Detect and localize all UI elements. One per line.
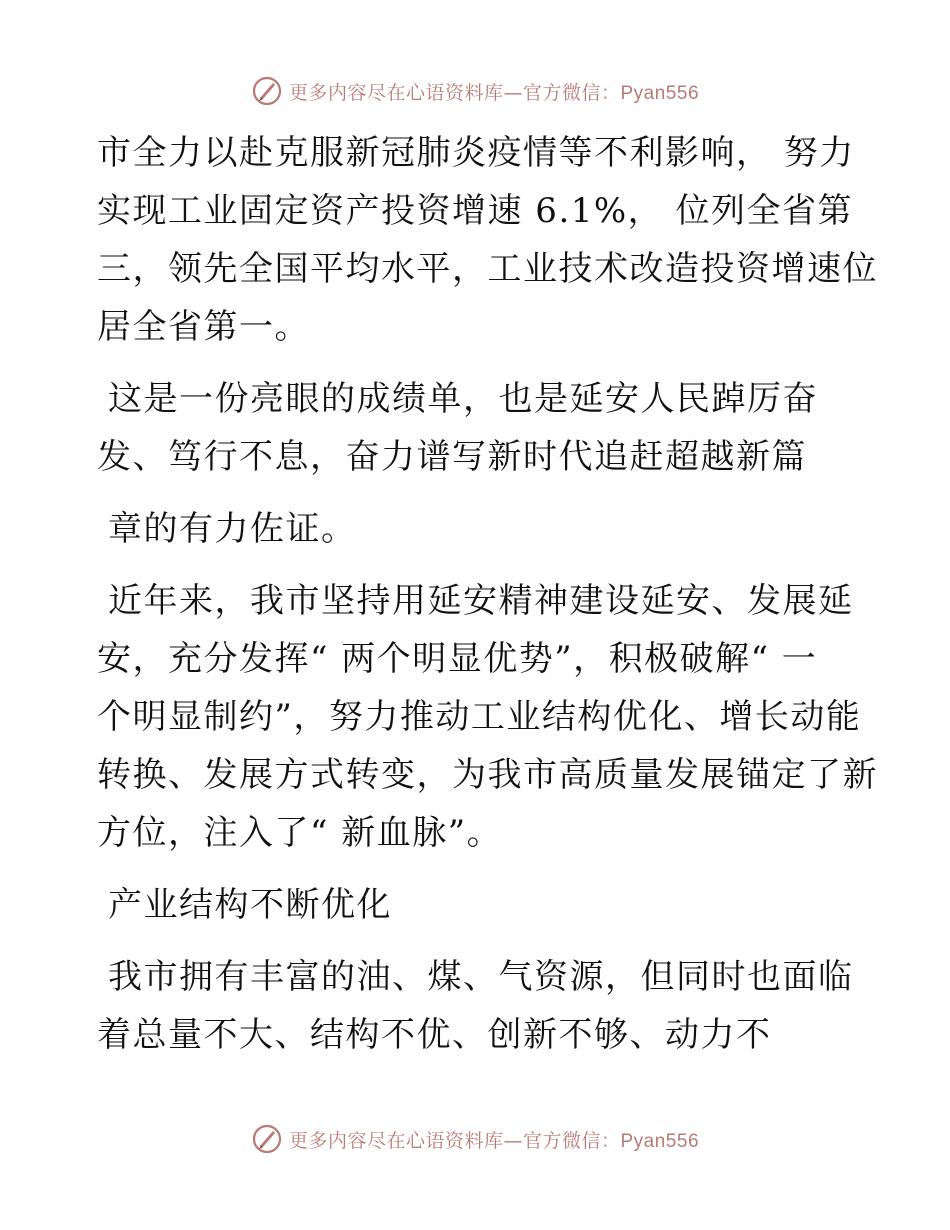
paragraph-2 [97, 370, 857, 486]
document-body [97, 124, 878, 1064]
section-heading [97, 876, 857, 934]
text-line: 近年来，我市坚持用延安精神建设延安、发展延 [108, 581, 854, 621]
text-line: 产业结构不断优化 [108, 885, 392, 925]
paragraph-3 [97, 500, 857, 558]
header-watermark [0, 71, 950, 111]
quill-pen-circle-icon [251, 75, 283, 107]
watermark-text: 更多内容尽在心语资料库—官方微信：Pyan556 [288, 1129, 700, 1152]
text-line: 这是一份亮眼的成绩单，也是延安人民踔厉奋 [108, 379, 818, 419]
text-line: 发、笃行不息，奋力谱写新时代追赶超越新篇 [97, 437, 807, 477]
text-line: 实现工业固定资产投资增速 6.1%， 位列全省第 [97, 191, 853, 231]
text-line: 方位，注入了“ 新血脉”。 [97, 813, 503, 853]
text-line: 安，充分发挥“ 两个明显优势”，积极破解“ 一 [97, 639, 818, 679]
paragraph-4 [97, 572, 878, 862]
text-line: 章的有力佐证。 [108, 509, 357, 549]
footer-watermark [0, 1119, 950, 1159]
quill-pen-circle-icon [251, 1123, 283, 1155]
text-line: 着总量不大、结构不优、创新不够、动力不 [97, 1015, 772, 1055]
paragraph-1 [97, 124, 878, 356]
wechat-id: Pyan556 [620, 82, 700, 104]
text-line: 市全力以赴克服新冠肺炎疫情等不利影响， 努力 [97, 133, 855, 173]
text-line: 居全省第一。 [97, 307, 310, 347]
watermark-text: 更多内容尽在心语资料库—官方微信：Pyan556 [288, 81, 700, 104]
paragraph-5 [97, 948, 857, 1064]
wechat-id: Pyan556 [620, 1130, 700, 1152]
text-line: 转换、发展方式转变，为我市高质量发展锚定了新 [97, 755, 878, 795]
text-line: 我市拥有丰富的油、煤、气资源，但同时也面临 [108, 957, 854, 997]
text-line: 三，领先全国平均水平，工业技术改造投资增速位 [97, 249, 878, 289]
text-line: 个明显制约”，努力推动工业结构优化、增长动能 [97, 697, 862, 737]
